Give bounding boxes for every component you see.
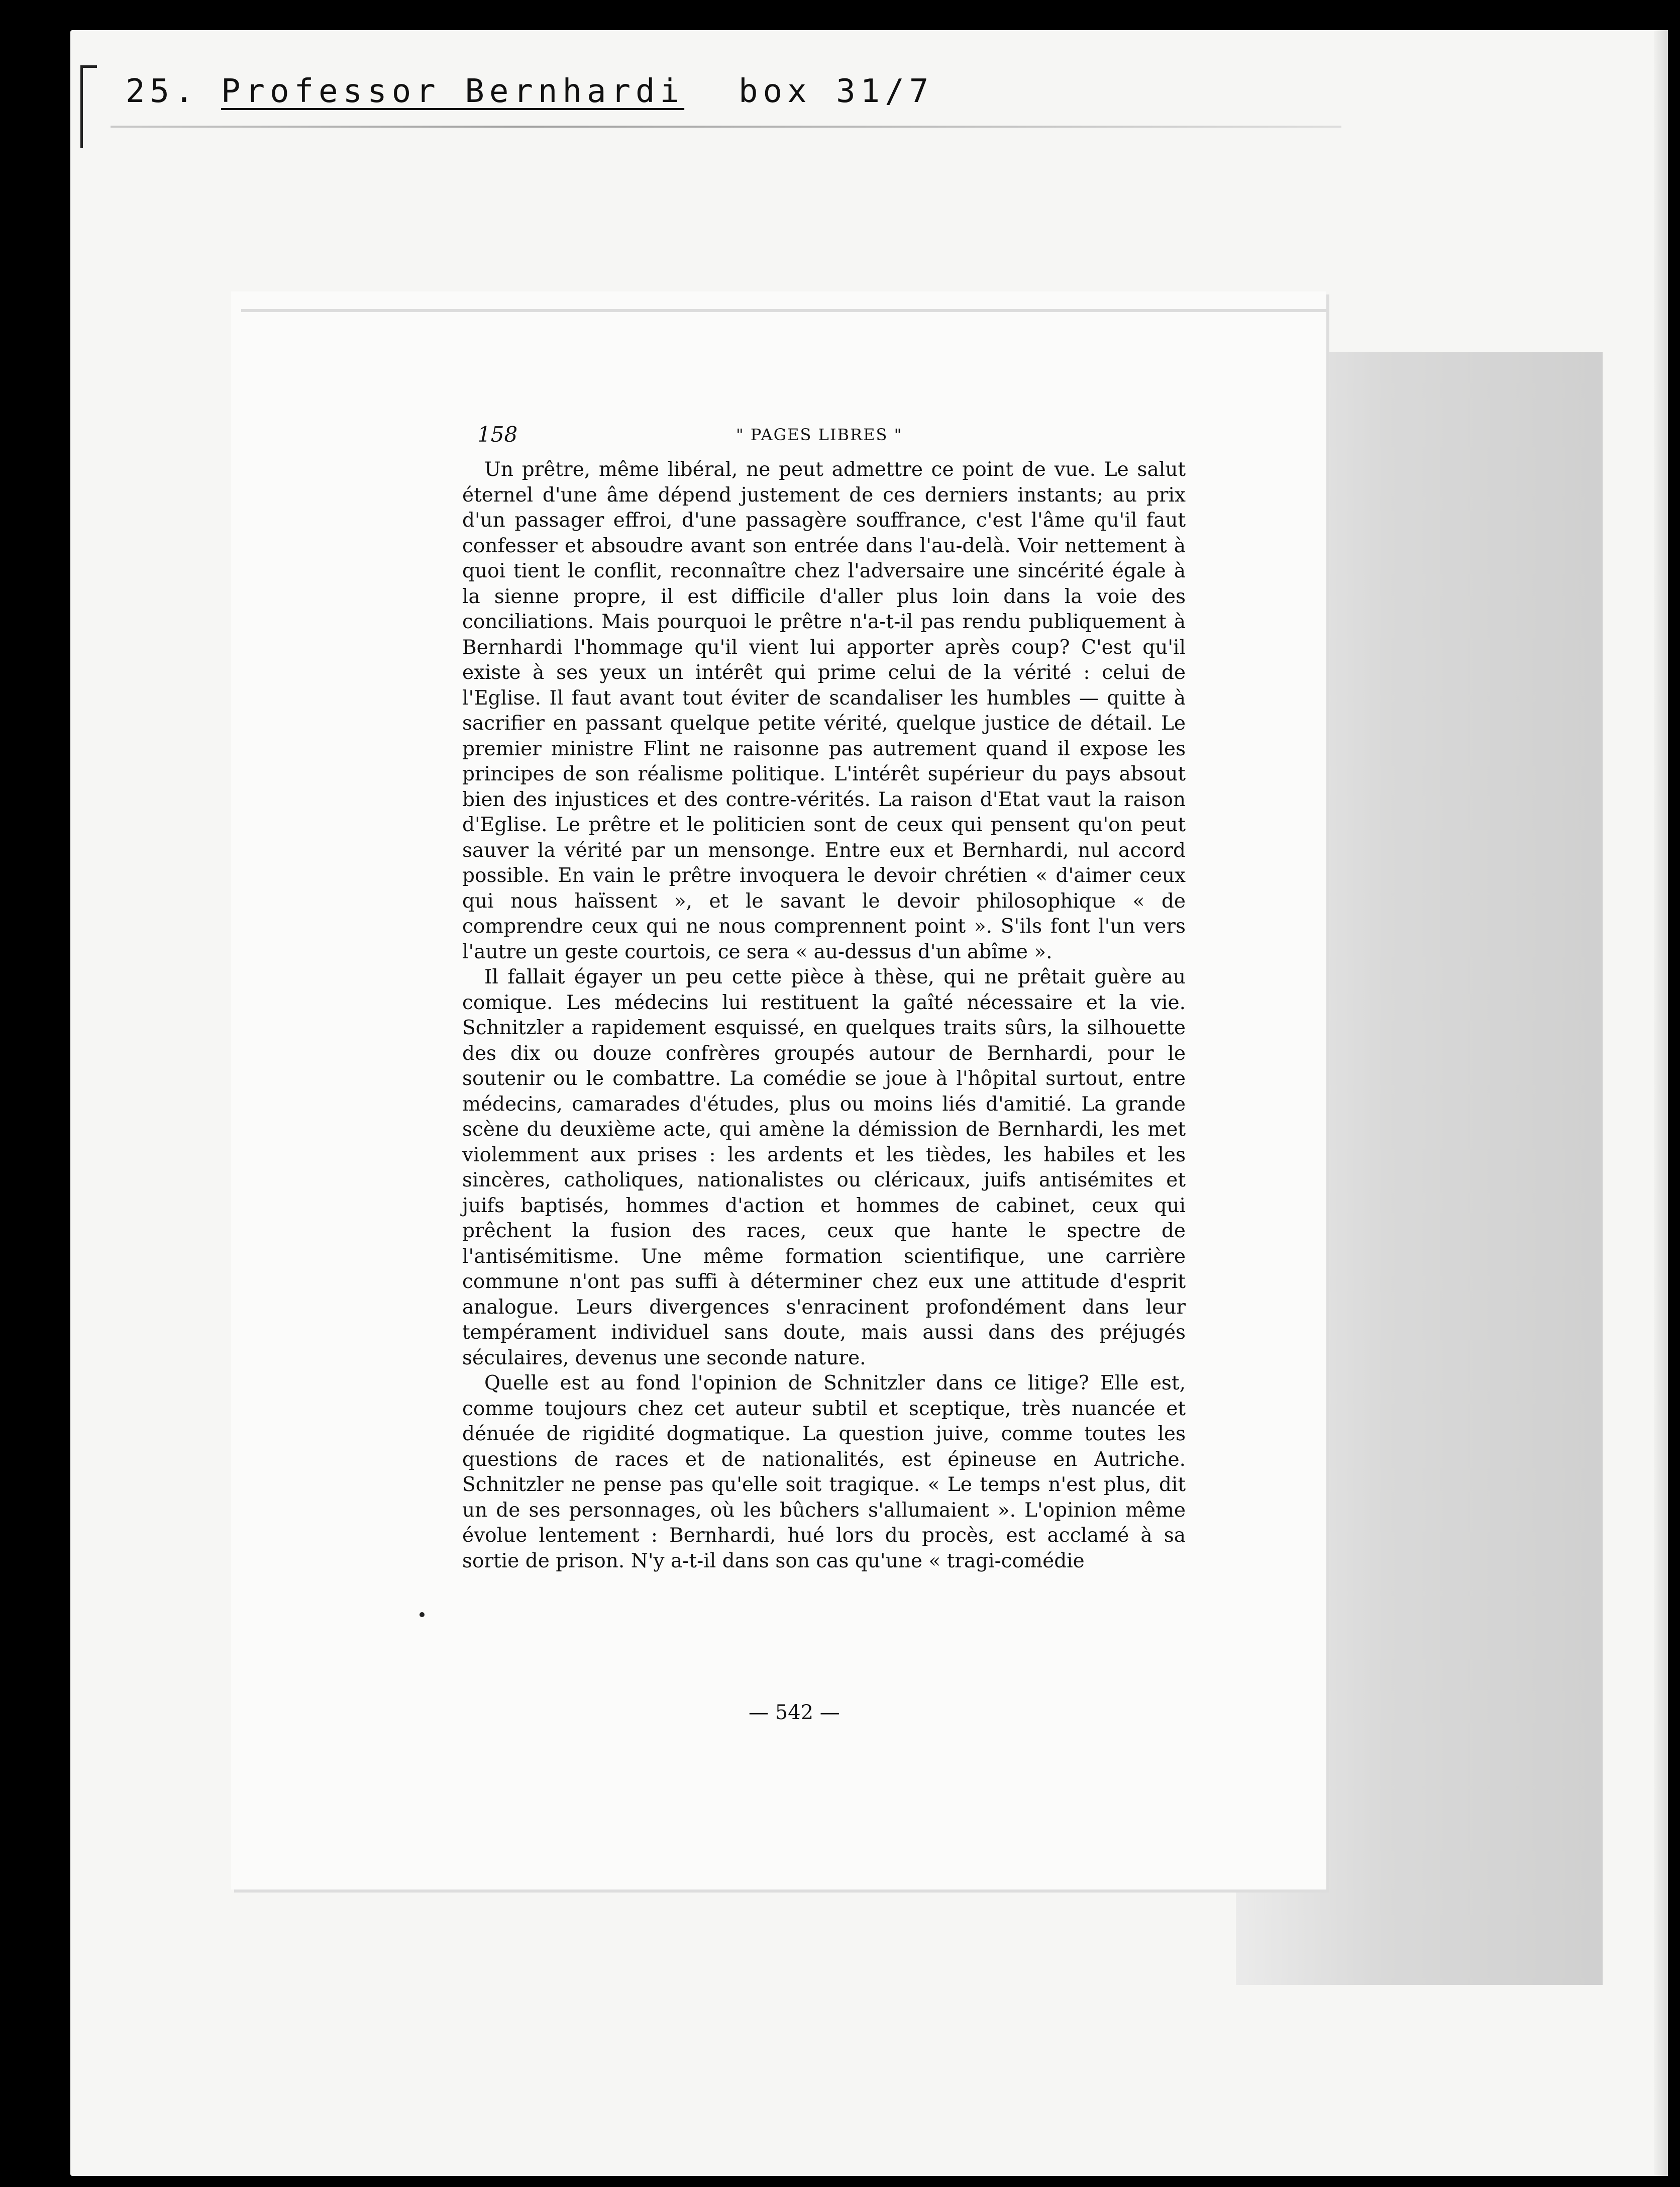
running-head — [462, 422, 1186, 457]
paragraph: Un prêtre, même libéral, ne peut admettre ce point de vue. Le salut éternel d'une âme dépend justement de ces derniers instants; au prix d'un passager effroi, d'une passagère souffrance, c'est l'âme qu'il faut confesser et absoudre avant son entrée dans l'au-delà. Voir nettement à quoi tient le conflit, reconnaître chez l'adversaire une sincérité égale à la sienne propre, il est difficile d'aller plus loin dans la voie des conciliations. Mais pourquoi le prêtre n'a-t-il pas rendu publiquement à Bernhardi l'hommage qu'il vient lui apporter après coup? C'est qu'il existe à ses yeux un intérêt qui prime celui de la vérité : celui de l'Eglise. Il faut avant tout éviter de scandaliser les humbles — quitte à sacrifier en passant quelque petite vérité, quelque justice de détail. Le premier ministre Flint ne raisonne pas autrement quand il expose les principes de son réalisme politique. L'intérêt supérieur du pays absout bien des injustices et des contre-vérités. La raison d'Etat vaut la raison d'Eglise. Le prêtre et le politicien sont de ceux qui pensent qu'on peut sauver la vérité par un mensonge. Entre eux et Bernhardi, nul accord possible. En vain le prêtre invoquera le devoir chrétien « d'aimer ceux qui nous haïssent », et le savant le devoir philosophique « de comprendre ceux qui ne nous comprennent point ». S'ils font l'un vers l'autre un geste courtois, ce sera « au-dessus d'un abîme ». — [462, 458, 1186, 963]
ink-dot — [419, 1612, 425, 1617]
clipping-page — [462, 422, 1186, 1574]
journal-title: " PAGES LIBRES " — [736, 425, 903, 444]
box-reference: box 31/7 — [739, 73, 934, 110]
corner-bracket-mark — [80, 65, 97, 148]
article-body — [462, 457, 1186, 1574]
page-number: 158 — [477, 422, 518, 447]
card-edge — [1654, 30, 1668, 2176]
clipping-top-edge — [241, 309, 1326, 312]
card-header — [126, 73, 933, 110]
card-title: Professor Bernhardi — [221, 73, 685, 110]
paragraph: Quelle est au fond l'opinion de Schnitzler dans ce litige? Elle est, comme toujours chez cet auteur subtil et sceptique, très nuancée et dénuée de rigidité dogmatique. La question juive, comme toutes les questions de races et de nationalités, est épineuse en Autriche. Schnitzler ne pense pas qu'elle soit tragique. « Le temps n'est plus, dit un de ses personnages, où les bûchers s'allumaient ». L'opinion même évolue lentement : Bernhardi, hué lors du procès, est acclamé à sa sortie de prison. N'y a-t-il dans son cas qu'une « tragi-comédie — [462, 1372, 1186, 1572]
folio-number: — 542 — — [749, 1701, 840, 1724]
paragraph: Il fallait égayer un peu cette pièce à thèse, qui ne prêtait guère au comique. Les médecins lui restituent la gaîté nécessaire et la vie. Schnitzler a rapidement esquissé, en quelques traits sûrs, la silhouette des dix ou douze confrères groupés autour de Bernhardi, pour le soutenir ou le combattre. La comédie se joue à l'hôpital surtout, entre médecins, camarades d'études, plus ou moins liés d'amitié. La grande scène du deuxième acte, qui amène la démission de Bernhardi, les met violemment aux prises : les ardents et les tièdes, les habiles et les sincères, catholiques, nationalistes ou cléricaux, juifs antisémites et juifs baptisés, hommes d'action et hommes de cabinet, ceux qui prêchent la fusion des races, ceux que hante le spectre de l'antisémitisme. Une même formation scientifique, une carrière commune n'ont pas suffi à déterminer chez eux une attitude d'esprit analogue. Leurs divergences s'enracinent profondément dans leur tempérament individuel sans doute, mais aussi dans des préjugés séculaires, devenus une seconde nature. — [462, 966, 1186, 1369]
header-rule — [111, 126, 1341, 128]
card-number: 25. — [126, 73, 199, 110]
